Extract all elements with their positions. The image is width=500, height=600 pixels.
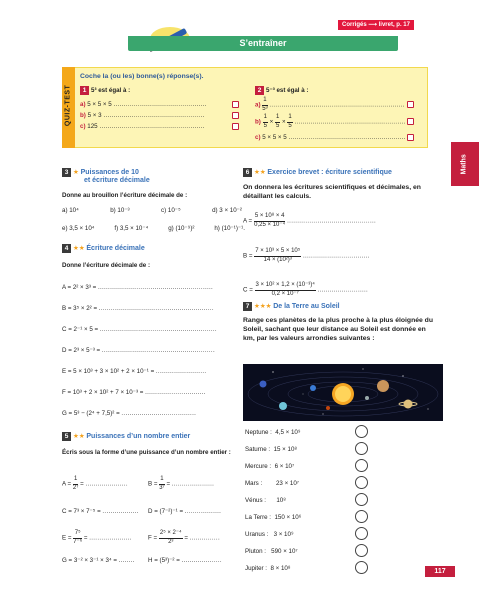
quiz-q1-header (80, 86, 130, 95)
fraction: $\frac{1}{5}$ (275, 114, 280, 129)
planet-saturne: Saturne : 15 × 10⁸ (245, 446, 298, 453)
quiz-q2-option-a: a) $\frac{1}{\text{5³}}$ ................................................................... (255, 97, 405, 112)
ex3-title-line1: Puissances de 10 (80, 169, 139, 177)
ex6-title-text: Exercice brevet : écriture scientifique (267, 169, 392, 177)
ex7-title-text: De la Terre au Soleil (273, 303, 340, 311)
ex3-instruction: Donne au brouillon l’écriture décimale de : (62, 192, 188, 199)
ex5-expr-c: C = 7³ × 7⁻⁵ = .................. (62, 508, 139, 515)
quiz-tab (62, 67, 75, 148)
quiz-q1-option-b: b) 5 × 3 .................................................. (80, 112, 205, 119)
ex5-expr-b: B = $\frac{1}{\text{3⁷}}$ = ..................... (148, 476, 215, 491)
quiz-q2-checkbox-c[interactable] (407, 134, 414, 141)
rank-circle[interactable] (355, 561, 368, 574)
ex6-instruction: On donnera les écritures scientifiques et décimales, en détaillant les calculs. (243, 184, 421, 201)
option-text: 5 × 3 (87, 112, 102, 119)
option-text: 5 × 5 × 5 (262, 134, 287, 141)
fraction: $\frac{1}{\text{5³}}$ (262, 97, 268, 112)
fraction: $\frac{\text{7 × 10³ × 5 × 10⁵}}{\text{14 × (10²)³}}$ (255, 248, 301, 263)
rank-circle[interactable] (355, 527, 368, 540)
ex4-line-g: G = 5³ − (2⁴ + 7,5)² = ..................................... (62, 410, 197, 417)
quiz-q2-checkbox-b[interactable] (407, 118, 414, 125)
ex5-title-text: Puissances d’un nombre entier (86, 433, 191, 441)
rank-circle[interactable] (355, 544, 368, 557)
quiz-q1-checkbox-b[interactable] (232, 112, 239, 119)
quiz-q1-checkbox-c[interactable] (232, 123, 239, 130)
ex7-number: 7 (243, 302, 252, 311)
difficulty-stars: ★★ (73, 245, 85, 253)
option-label: b) (255, 118, 261, 126)
planet-jupiter: Jupiter : 8 × 10⁸ (245, 565, 291, 572)
planet-pluton: Pluton : 590 × 10⁷ (245, 548, 298, 555)
fraction: $\frac{1}{5}$ (263, 114, 267, 129)
ex3-item: c) 10⁻⁵ (161, 207, 181, 214)
ex5-expr-d: D = (7⁻²)⁻¹ = .................. (148, 508, 222, 515)
ex5-expr-a: A = $\frac{1}{\text{2⁷}}$ = ..................... (62, 476, 128, 491)
ex4-title (62, 244, 145, 254)
rank-circle[interactable] (355, 493, 368, 506)
ex6-number: 6 (243, 168, 252, 177)
ex5-expr-g: G = 3⁻² × 3⁻¹ × 3⁴ = ........ (62, 557, 135, 564)
ex6-title (243, 168, 392, 178)
ex3-item: e) 3,5 × 10⁴ (62, 225, 95, 232)
ex4-instruction: Donne l’écriture décimale de : (62, 262, 151, 269)
rank-circle[interactable] (355, 476, 368, 489)
quiz-q1-checkbox-a[interactable] (232, 101, 239, 108)
planet-mars: Mars : 23 × 10⁷ (245, 480, 300, 487)
fraction: $\frac{\text{3 × 10² × 1,2 × (10⁻³)⁴}}{\text{0,2 × 10⁻⁷}}$ (255, 282, 315, 297)
ex7-title (243, 302, 340, 312)
ex6-expr-b: B = $\frac{\text{7 × 10³ × 5 × 10⁵}}{\text{14 × (10²)³}}$ ................................. (243, 248, 370, 263)
ex3-title-line2: et écriture décimale (84, 177, 150, 184)
page-title: S’entraîner (128, 36, 398, 51)
difficulty-stars: ★ (73, 169, 79, 177)
ex3-item: d) 3 × 10⁻² (212, 207, 242, 214)
ex3-row1 (62, 207, 242, 215)
ex3-item: f) 3,5 × 10⁻⁴ (114, 225, 149, 232)
ex4-line-d: D = 2³ × 5⁻³ = ........................................................ (62, 347, 215, 354)
corriges-badge: Corrigés ⟶ livret, p. 17 (338, 20, 414, 30)
ex3-item: h) (10⁻¹)⁻¹. (214, 225, 245, 232)
rank-circle[interactable] (355, 459, 368, 472)
rank-circle[interactable] (355, 510, 368, 523)
ex3-row2 (62, 225, 245, 233)
option-text: 5 × 5 × 5 (87, 101, 112, 108)
option-label: c) (255, 134, 261, 141)
ex4-line-e: E = 5 × 10³ + 3 × 10² + 2 × 10⁻¹ = ......................... (62, 368, 207, 375)
ex5-expr-e: E = $\frac{\text{7⁵}}{\text{7⁻⁶}}$ = ..................... (62, 530, 132, 545)
planet-uranus: Uranus : 3 × 10⁹ (245, 531, 294, 538)
ex5-expr-h: H = (5³)⁻² = .................... (148, 557, 222, 564)
ex4-line-c: C = 2⁻¹ × 5 = .......................................................... (62, 326, 217, 333)
ex3-item: a) 10⁴ (62, 207, 79, 214)
planet-venus: Vénus : 10⁸ (245, 497, 286, 504)
ex6-expr-a: A = $\frac{\text{5 × 10⁸ × 4}}{\text{0,25 × 10⁻⁴}}$ ............................................ (243, 213, 376, 228)
ex4-number: 4 (62, 244, 71, 253)
quiz-q2-checkbox-a[interactable] (407, 101, 414, 108)
fraction: $\frac{1}{5}$ (288, 114, 292, 129)
ex4-line-f: F = 10³ + 2 × 10² + 7 × 10⁻³ = .............................. (62, 389, 206, 396)
option-label: c) (80, 123, 86, 130)
option-label: a) (80, 101, 86, 108)
ex6-expr-c: C = $\frac{\text{3 × 10² × 1,2 × (10⁻³)⁴}}{\text{0,2 × 10⁻⁷}}$ ......................... (243, 282, 369, 297)
fraction: $\frac{\text{7⁵}}{\text{7⁻⁶}}$ (73, 530, 83, 545)
solar-system-image (243, 364, 443, 421)
ex5-title (62, 432, 190, 442)
difficulty-stars: ★★ (73, 433, 85, 441)
quiz-q2-option-b: b) $\frac{1}{5}$ × $\frac{1}{5}$ × $\frac{1}{5}$ ....................................................... (255, 114, 406, 129)
planet-neptune: Neptune : 4,5 × 10⁹ (245, 429, 301, 436)
quiz-q2-option-c: c) 5 × 5 × 5 .......................................................... (255, 134, 406, 141)
rank-circle[interactable] (355, 442, 368, 455)
option-label: a) (255, 101, 261, 109)
difficulty-stars: ★★★ (254, 303, 272, 311)
quiz-q1-number: 1 (80, 86, 89, 95)
ex3-item: b) 10⁻³ (110, 207, 130, 214)
ex4-line-b: B = 3⁵ × 2² = ......................................................... (62, 305, 214, 312)
quiz-tab-label: QUIZ-TEST (64, 84, 72, 127)
ex3-number: 3 (62, 168, 71, 177)
fraction: $\frac{1}{\text{2⁷}}$ (72, 476, 79, 491)
ex5-instruction: Écris sous la forme d’une puissance d’un nombre entier : (62, 449, 231, 456)
quiz-q2-prompt: 5⁻³ est égal à : (266, 87, 309, 95)
difficulty-stars: ★★ (254, 169, 266, 177)
page-number: 117 (425, 566, 455, 577)
quiz-q1-prompt: 5³ est égal à : (91, 87, 131, 95)
planet-mercure: Mercure : 6 × 10⁷ (245, 463, 295, 470)
ex4-line-a: A = 2² × 3³ = ......................................................... (62, 284, 214, 291)
fraction: $\frac{\text{2⁵ × 2⁻⁴}}{\text{2³}}$ (159, 530, 182, 545)
ex3-item: g) (10⁻⁹)² (168, 225, 195, 232)
fraction: $\frac{\text{5 × 10⁸ × 4}}{\text{0,25 × 10⁻⁴}}$ (254, 213, 286, 228)
ex7-instruction: Range ces planètes de la plus proche à la plus éloignée du Soleil, sachant que leur distance au Soleil est donnée en km, par les valeurs arrondies suivantes : (243, 317, 433, 343)
fraction: $\frac{1}{\text{3⁷}}$ (159, 476, 165, 491)
option-text: 125 (87, 123, 98, 130)
option-label: b) (80, 112, 86, 119)
rank-circle[interactable] (355, 425, 368, 438)
quiz-q2-header (255, 86, 308, 95)
quiz-q1-option-a: a) 5 × 5 × 5 .............................................. (80, 101, 207, 108)
quiz-q1-option-c: c) 125 .................................................... (80, 123, 205, 130)
ex5-number: 5 (62, 432, 71, 441)
planet-terre: La Terre : 150 × 10⁶ (245, 514, 302, 521)
quiz-q2-number: 2 (255, 86, 264, 95)
ex4-title-text: Écriture décimale (86, 245, 145, 253)
quiz-instruction: Coche la (ou les) bonne(s) réponse(s). (80, 73, 204, 80)
subject-tab (451, 142, 479, 186)
ex5-expr-f: F = $\frac{\text{2⁵ × 2⁻⁴}}{\text{2³}}$ = ............... (148, 530, 220, 545)
subject-tab-label: Maths (460, 154, 468, 175)
